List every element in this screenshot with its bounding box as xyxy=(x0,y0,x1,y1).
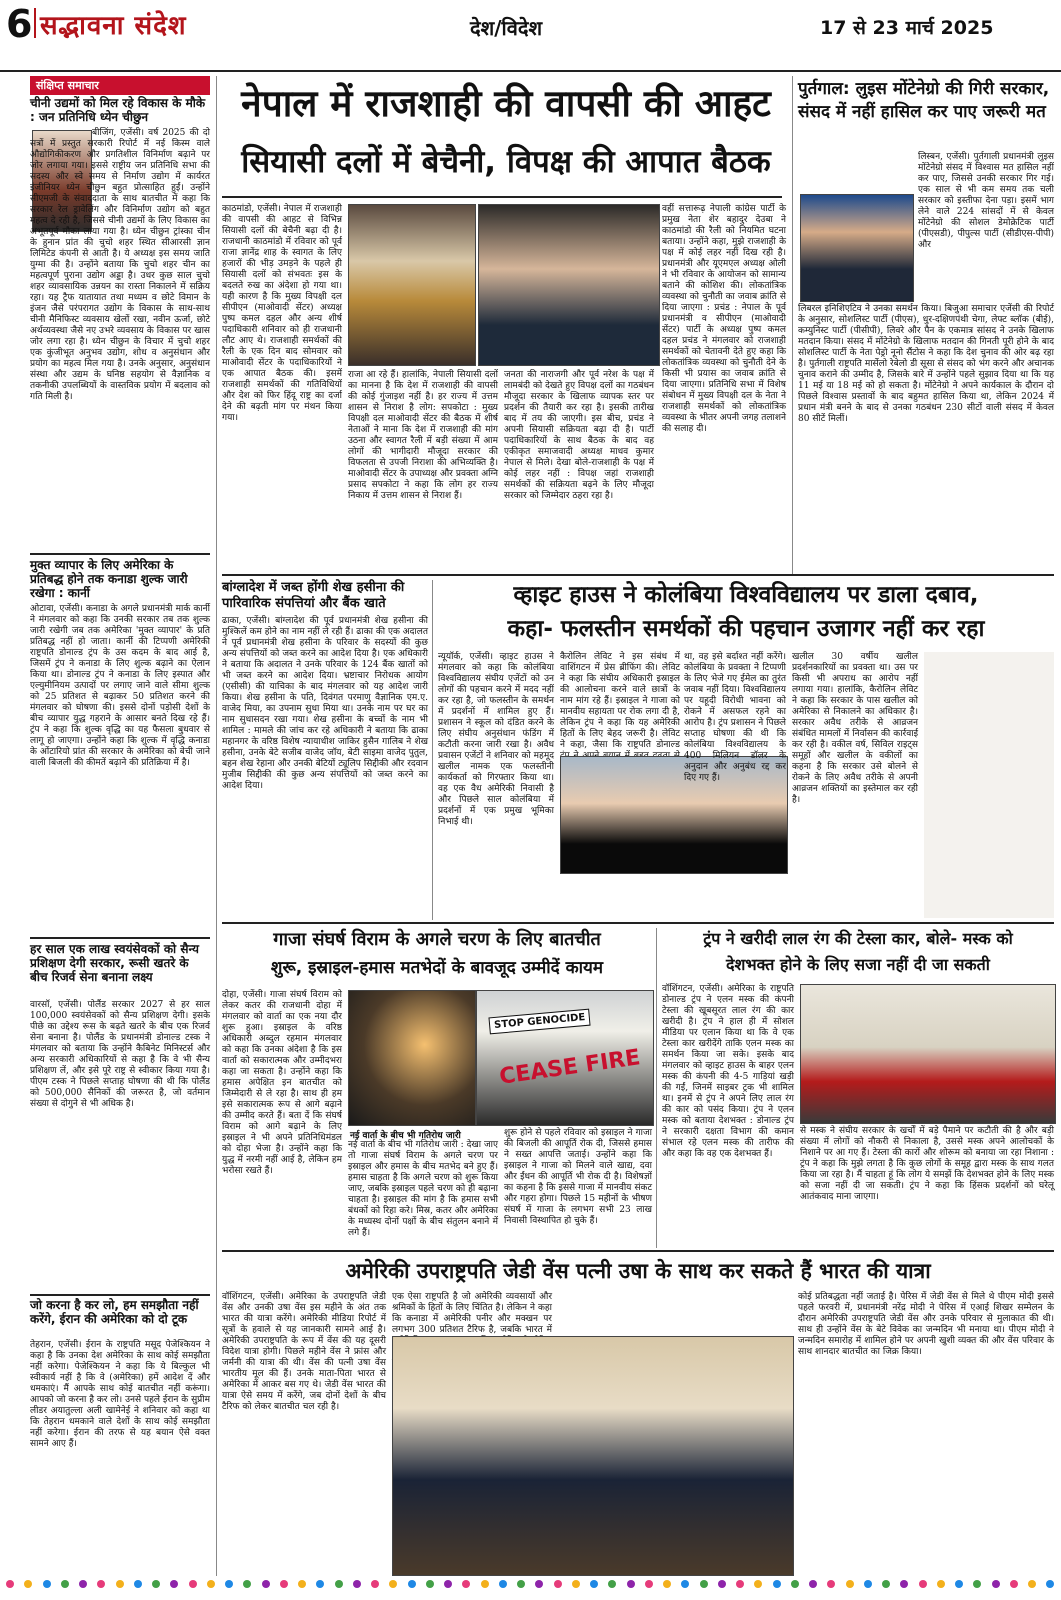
sidebar-story2-headline: मुक्त व्यापार के लिए अमेरिका के प्रतिबद्ध होने तक कनाडा शुल्क जारी रखेगा : कार्नी xyxy=(30,558,188,600)
divider xyxy=(222,922,1054,924)
whitehouse-body-col2: कैरोलिन लेविट ने इस संबंध में वाशिंगटन में प्रेस ब्रीफिंग की। लेविट ने कहा कि संघीय अधिकारी इस्राइल की आलोचना करने वाले छात्रों के नाम मांग रहे हैं। इस्राइल ने गाजा को मानवीय सहायता पर रोक लगा दी है, लेकिन ट्रंप ने कहा कि यह अमेरिकी हितों के लिए बेहद जरूरी है। लेविट ने कहा, जैसा कि राष्ट्रपति डोनाल्ड xyxy=(560,652,680,750)
portugal-photo xyxy=(800,194,914,302)
gaza-body-col2: नई वार्ता के बीच भी गतिरोध जारी : देखा जाए तो गाजा संघर्ष विराम के अगले चरण पर इस्राइल और हमास के बीच मतभेद बने हुए हैं। हमास चाहता है कि अगले चरण को शुरू किया जाए, जबकि इस्राइल पहले चरण को ही बढ़ाना चाहता है। इस्राइल की मांग है कि हमास सभी बंधकों को रिहा करे। मिस्र, कतर और अमेरिका के मध्यस्थ दोनों पक्षों के बीच संतुलन बनाने में लगे हैं। xyxy=(348,1140,498,1238)
page-number: 6 xyxy=(6,2,33,46)
column-rule xyxy=(216,76,217,1576)
nepal-photo-king xyxy=(348,204,476,366)
gaza-photo-night xyxy=(348,990,476,1126)
nepal-body-col1: काठमांडो, एजेंसी। नेपाल में राजशाही की वापसी की आहट से विभिन्न सियासी दलों की बेचैनी बढ़ा दी है। राजधानी काठमांडो में रविवार को पूर्व राजा ज्ञानेंद्र शाह के स्वागत के लिए हजारों की भीड़ उमड़ने के पहले ही सियासी दलों को संभवतः इस के बदलते रुख का अंदेशा हो गया था। यही कारण है कि मुख्य विपक्षी दल सीपीएन (माओवादी सेंटर) अध्यक्ष पुष्प कमल दहल और अन्य शीर्ष पदाधिकारी शनिवार को ही राजधानी लौट आए थे। राजशाही समर्थकों की रैली के एक दिन बाद सोमवार को माओवादी सेंटर के पदाधिकारियों ने एक आपात बैठक की। इसमें राजशाही समर्थकों की गतिविधियों और देश को फिर हिंदू राष्ट्र का दर्जा देने की बढ़ती मांग पर मंथन किया गया। xyxy=(222,204,342,423)
divider xyxy=(222,196,782,198)
sidebar-story3-body: वारसॉ, एजेंसी। पोलैंड सरकार 2027 से हर साल 100,000 स्वयंसेवकों को सैन्य प्रशिक्षण देगी। इसके पीछे का उद्देश्य रूस के बढ़ते खतरे के बीच एक रिजर्व सेना बनाना है। पोलैंड के प्रधानमंत्री डोनाल्ड टस्क ने मंगलवार को बताया कि उन्होंने कैबिनेट मिनिस्टर्स और अन्य सरकारी अधिकारियों से कहा है कि वे भी सैन्य प्रशिक्षण लें, और इसे पूरे राष्ट्र से स्वीकार किया गया है। पीएम टस्क ने पिछले सप्ताह घोषणा की थी कि पोलैंड को 500,000 सैनिकों की जरूरत है, जो वर्तमान संख्या से दोगुने से भी अधिक है। xyxy=(30,1000,210,1109)
gaza-headline-2: शुरू, इस्राइल-हमास मतभेदों के बावजूद उम्मीदें कायम xyxy=(270,958,604,978)
nepal-body-col3: जनता की नाराजगी और पूर्व नरेश के पक्ष में लामबंदी को देखते हुए विपक्ष दलों का गठबंधन मौजूदा सरकार के खिलाफ व्यापक स्तर पर प्रदर्शन की तैयारी कर रहा है। इसकी तारीख बाद में तय की जाएगी। इस बीच, प्रचंड ने अपनी सियासी सक्रियता बढ़ा दी है। पार्टी पदाधिकारियों के साथ बैठक के बाद वह एकीकृत समाजवादी अध्यक्ष माधव कुमार नेपाल से मिले। देखा बोले-राजशाही के पक्ष में कोई लहर नहीं : विपक्ष जहां राजशाही समर्थकों की सक्रियता बढ़ने के लिए मौजूदा सरकार को जिम्मेदार ठहरा रहा है। xyxy=(504,370,654,501)
usa-india-body-col3: कोई प्रतिबद्धता नहीं जताई है। पेरिस में जेडी वेंस से मिले थे पीएम मोदी इससे पहले फरवरी में, प्रधानमंत्री नरेंद्र मोदी ने पेरिस में एआई शिखर सम्मेलन के दौरान अमेरिकी उपराष्ट्रपति जेडी वेंस और उनके परिवार से मुलाकात की थी। साथ ही उन्होंने वेंस के बेटे विवेक का जन्मदिन भी मनाया था। पीएम मोदी ने जन्मदिन समारोह में शामिल होने पर अपनी खुशी व्यक्त की और वेंस परिवार के साथ शानदार बातचीत का जिक्र किया। xyxy=(798,1292,1054,1357)
usa-india-body-col2: एक ऐसा राष्ट्रपति है जो अमेरिकी व्यवसायों और श्रमिकों के हितों के लिए चिंतित है। लेकिन ने कहा कि कनाडा में अमेरिकी पनीर और मक्खन पर लगभग 300 प्रतिशत टैरिफ है, जबकि भारत में xyxy=(392,1292,552,1335)
sidebar-story1-body: बीजिंग, एजेंसी। वर्ष 2025 की दो सत्रों में प्रस्तुत सरकारी रिपोर्ट में नई किस्म वाले औद्योगिकीकरण और प्रगतिशील विनिर्माण बढ़ाने पर जोर लगाया गया। इससे राष्ट्रीय जन प्रतिनिधि सभा की सदस्य और स्वे समय से निर्माण उद्योग में कार्यरत इंजीनियर ध्येन चीछुन बहुत प्रोत्साहित हुईं। उन्होंने सीएमजी के संवाददाता के साथ बातचीत में कहा कि सरकार रेल ड्रावेलिंग और विनिर्माण उद्योग को बहुत महत्व दे रही है, जिससे चीनी उद्यमों के लिए विकास का अभूतपूर्व मौका लाया गया है। ध्येन चीछुन ट्रांस्का चीन के हुनान प्रांत की चुचो शहर स्थित सीआरसी ज्ञान लिमिटेड कंपनी से आती है। ये अध्यक्ष इस समय जाति युग्मा की है। उन्होंने बताया कि चुचो शहर चीन का महत्वपूर्ण पुराना उद्योग अड्डा है। उधर कुछ साल चुचो शहर व्यावसायिक उन्नयन का रास्ता निकालने में सक्रिय रहा। यह ट्रैफ यातायात तथा मध्यम व छोटे विमान के इंजन जैसे परंपरागत उद्योग के विकास के साथ-साथ चीनी मैनिफिस्ट व्यवसाय खेलों रखा, नवीन ऊर्जा, छोटे अर्थव्यवस्था जैसे नए उभरे व्यवसाय के विकास पर खास जोर लगा रहा है। ध्येन चीछुन के विचार में चुचो शहर एक कुंजीभूत अनुभव उद्योग, शोध व अनुसंधान और प्रयोग का महत्व मिल गया है। उनके अनुसार, अनुसंधान संस्था और उद्यम के घनिष्ठ सहयोग से वैज्ञानिक व तकनीकी उपलब्धियों के वास्तविक प्रयोग में बदलाव को गति मिली है। xyxy=(30,128,210,402)
divider xyxy=(30,937,210,939)
usa-india-headline: अमेरिकी उपराष्ट्रपति जेडी वेंस पत्नी उषा के साथ कर सकते हैं भारत की यात्रा xyxy=(345,1259,931,1283)
sidebar-story3-headline: हर साल एक लाख स्वयंसेवकों को सैन्य प्रशिक्षण देगी सरकार, रूसी खतरे के बीच रिजर्व सेना बनाना लक्ष्य xyxy=(30,942,199,984)
issue-date: 17 से 23 मार्च 2025 xyxy=(820,17,994,39)
masthead-divider xyxy=(34,8,36,38)
bangladesh-headline: बांग्लादेश में जब्त होंगी शेख हसीना की पारिवारिक संपत्तियां और बैंक खाते xyxy=(222,580,405,611)
nepal-headline-2: सियासी दलों में बेचैनी, विपक्ष की आपात बैठक xyxy=(241,144,771,180)
nepal-body-col4: वहीं सत्तारूढ़ नेपाली कांग्रेस पार्टी के प्रमुख नेता शेर बहादुर देउबा ने काठमांडो की रैली को नियमित घटना बताया। उन्होंने कहा, मुझे राजशाही के पक्ष में कोई लहर नहीं दिख रही है। प्रधानमंत्री और यूएमएल अध्यक्ष ओली ने भी रविवार के आयोजन को सामान्य बताने की कोशिश की। लोकतांत्रिक व्यवस्था को चुनौती का जवाब क्रांति से दिया जाएगा : प्रचंड : नेपाल के पूर्व प्रधानमंत्री व सीपीएन (माओवादी सेंटर) पार्टी के अध्यक्ष पुष्प कमल दहल प्रचंड ने मंगलवार को राजशाही समर्थकों को चेतावनी देते हुए कहा कि लोकतांत्रिक व्यवस्था को चुनौती देने के किसी भी प्रयास का जवाब क्रांति से दिया जाएगा। प्रतिनिधि सभा में विशेष संबोधन में मुख्य विपक्षी दल के नेता ने राजशाही समर्थकों को लोकतांत्रिक व्यवस्था के भीतर अपनी जगह तलाशने की सलाह दी। xyxy=(662,204,786,434)
sidebar-story2-body: ओटावा, एजेंसी। कनाडा के अगले प्रधानमंत्री मार्क कार्नी ने मंगलवार को कहा कि उनकी सरकार तब तक शुल्क जारी रखेगी जब तक अमेरिका 'मुक्त व्यापार' के प्रति प्रतिबद्ध नहीं हो जाता। कार्नी की टिप्पणी अमेरिकी राष्ट्रपति डोनाल्ड ट्रंप के उस कदम के बाद आई है, जिसमें ट्रंप ने कनाडा के लिए शुल्क बढ़ाने का ऐलान किया था। डोनाल्ड ट्रंप ने कनाडा के लिए इस्पात और एल्युमीनियम उत्पादों पर लगाए जाने वाले सीमा शुल्क को 25 प्रतिशत से बढ़ाकर 50 प्रतिशत करने की मंगलवार को घोषणा की। इससे दोनों पड़ोसी देशों के बीच व्यापार युद्ध गहराने के आसार बनते दिख रहे हैं। ट्रंप ने कहा कि शुल्क वृद्धि का यह फैसला बुधवार से लागू हो जाएगा। उन्होंने कहा कि शुल्क में वृद्धि कनाडा के ओंटारियो प्रांत की सरकार के अमेरिका को बेची जाने वाली बिजली की कीमतें बढ़ाने की प्रतिक्रिया में है। xyxy=(30,604,210,768)
divider xyxy=(222,1250,1054,1252)
portugal-body-1: लिस्बन, एजेंसी। पुर्तगाली प्रधानमंत्री लुइस मोंटेनेग्रो संसद में विश्वास मत हासिल नहीं कर पाए, जिससे उनकी सरकार गिर गई। एक साल से भी कम समय तक चली सरकार को इस्तीफा देना पड़ा। इसमें भाग लेने वाले 224 सांसदों में से केवल मोंटेनेग्रो की सोशल डेमोक्रेटिक पार्टी (पीएसडी), पीपुल्स पार्टी (सीडीएस-पीपी) और xyxy=(918,152,1054,250)
divider xyxy=(30,1294,210,1296)
trump-body-col2: से मस्क ने संघीय सरकार के खर्चों में बड़े पैमाने पर कटौती की है और बड़ी संख्या में लोगों को नौकरी से निकाला है, उससे मस्क अपने आलोचकों के निशाने पर आ गए हैं। टेस्ला की कारों और शोरूम को बनाया जा रहा निशाना : ट्रंप ने कहा कि मुझे लगता है कि कुछ लोगों के समूह द्वारा मस्क के साथ गलत किया जा रहा है। मैं चाहता हूं कि लोग ये समझें कि देशभक्त होने के लिए मस्क को सजा नहीं दी जा सकती। ट्रंप ने कहा कि हिंसक प्रदर्शनों को घरेलू आतंकवाद माना जाएगा। xyxy=(800,1126,1054,1202)
whitehouse-body-col1: न्यूयॉर्क, एजेंसी। व्हाइट हाउस ने मंगलवार को कहा कि कोलंबिया विश्वविद्यालय संघीय एजेंटों को उन लोगों की पहचान करने में मदद नहीं कर रहा है, जो फलस्तीन के समर्थन में प्रदर्शनों में शामिल हुए हैं। प्रशासन ने स्कूल को दंडित करने के लिए संघीय अनुसंधान फंडिंग में कटौती करना जारी रखा है। अवैध प्रवासन एजेंटों ने शनिवार को महमूद खलील नामक एक फलस्तीनी कार्यकर्ता को गिरफ्तार किया था। वह एक वैध अमेरिकी निवासी है और पिछले साल कोलंबिया में प्रदर्शनों में एक प्रमुख भूमिका निभाई थी। xyxy=(438,652,554,827)
column-rule xyxy=(792,76,793,576)
paper-name: सद्भावना संदेश xyxy=(40,11,187,41)
divider xyxy=(222,574,1054,576)
whitehouse-headline-1: व्हाइट हाउस ने कोलंबिया विश्वविद्यालय पर डाला दबाव, xyxy=(513,582,979,608)
usa-india-photo xyxy=(392,1336,794,1576)
sidebar-story4-body: तेहरान, एजेंसी। ईरान के राष्ट्रपति मसूद पेजेश्कियन ने कहा है कि उनका देश अमेरिका के साथ कोई समझौता नहीं करेगा। पेजेश्कियन ने कहा कि ये बिल्कुल भी स्वीकार्य नहीं है कि वे (अमेरिका) हमें आदेश दें और धमकाएं। मैं आपके साथ कोई बातचीत नहीं करूंगा। आपको जो करना है कर लो। उनसे पहले ईरान के सुप्रीम लीडर अयातुल्ला अली खामेनेई ने शनिवार को कहा था कि तेहरान धमकाने वाले देशों के साथ कोई समझौता नहीं करेगा। ईरान की तरफ से यह बयान ऐसे वक्त सामने आए हैं। xyxy=(30,1340,210,1449)
protest-sign-1: STOP GENOCIDE xyxy=(488,1009,591,1035)
portugal-body-2: लिबरल इनिशिएटिव ने उनका समर्थन किया। बिजुआ समाचार एजेंसी की रिपोर्ट के अनुसार, सोशलिस्ट पार्टी (पीएस), धुर-दक्षिणपंथी चेगा, लेफ्ट ब्लॉक (बीई), कम्युनिस्ट पार्टी (पीसीपी), लिवरे और पैन के एकमात्र सांसद ने उनके खिलाफ मतदान किया। संसद में मोंटेनेग्रो के खिलाफ मतदान की गिनती पूरी होने के बाद सोशलिस्ट पार्टी के नेता पेड्रो नूनो सैंटोस ने कहा कि देश चुनाव की ओर बढ़ रहा है। पुर्तगाली राष्ट्रपति मार्सेलो रेबेलो डी सूसा से संसद को भंग करने और अचानक चुनाव कराने की उम्मीद है, जिसके बारे में उन्होंने पहले सुझाव दिया था कि यह 11 मई या 18 मई को हो सकता है। मोंटेनेग्रो ने अपने कार्यकाल के दौरान दो पिछले विश्वास प्रस्तावों के बाद बहुमत हासिल किया था, लेकिन 2024 में प्रधान मंत्री बनने के बाद से उनका गठबंधन 230 सीटों वाली संसद में केवल 80 सीटें मिलीं। xyxy=(798,304,1054,424)
bangladesh-body: ढाका, एजेंसी। बांग्लादेश की पूर्व प्रधानमंत्री शेख हसीना की मुश्किलें कम होने का नाम नहीं ले रही हैं। ढाका की एक अदालत ने पूर्व प्रधानमंत्री शेख हसीना के परिवार के सदस्यों की कुछ अन्य संपत्तियों को जब्त करने का आदेश दिया है। एक अधिकारी ने बताया कि अदालत ने उनके परिवार के 124 बैंक खातों को भी जब्त करने का आदेश दिया। भ्रष्टाचार निरोधक आयोग (एसीसी) की याचिका के बाद मंगलवार को यह आदेश जारी किया। शेख हसीना के पति, दिवंगत परमाणु वैज्ञानिक एम.ए. वाजेद मिया, का उपनाम सुधा मिया था। उनके नाम पर घर का नाम सुधासदन रखा गया। शेख हसीना के बच्चों के नाम भी शामिल : मामले की जांच कर रहे अधिकारी ने बताया कि ढाका महानगर के वरिष्ठ विशेष न्यायाधीश जाकिर हुसैन गालिब ने शेख हसीना, उनके बेटे सजीब वाजेद जॉय, बेटी साइमा वाजेद पुतुल, बहन शेख रेहाना और उनकी बेटियों ट्यूलिप सिद्दीकी और रदवान मुजीब सिद्दीकी की कुछ अन्य संपत्तियों को जब्त करने का आदेश दिया। xyxy=(222,616,428,791)
whitehouse-sidebar-box xyxy=(924,652,1054,918)
gaza-body-col1: दोहा, एजेंसी। गाजा संघर्ष विराम को लेकर कतर की राजधानी दोहा में मंगलवार को वार्ता का एक नया दौर शुरू हुआ। इस्राइल के वरिष्ठ अधिकारी अब्दुल रहमान मंगलवार को कहा कि उनका अंदेशा है कि इस वार्ता को सकारात्मक और उम्मीदभरा कहा जा सकता है। उन्होंने कहा कि हमास अपेक्षित इन बातचीत को जिम्मेदारी से ले रहा है। साथ ही हम इसे सकारात्मक रूप से आगे बढ़ाने की उम्मीद करते हैं। बता दें कि संघर्ष विराम को आगे बढ़ाने के लिए इस्राइल ने भी अपने प्रतिनिधिमंडल को दोहा भेजा है। उन्होंने कहा कि युद्ध में नरमी नहीं आई है, लेकिन हम भरोसा रखते हैं। xyxy=(222,990,342,1176)
whitehouse-photo-press xyxy=(560,756,788,874)
whitehouse-body-col4: खलील 30 वर्षीय खलील प्रदर्शनकारियों का प्रवक्ता था। उस पर किसी भी अपराध का आरोप नहीं लगाया गया। हालांकि, कैरोलिन लेविट ने कहा कि सरकार के पास खलील को अमेरिका से निकालने का अधिकार है। सरकार अवैध तरीके से आव्रजन संबंधित मामलों में निर्वासन की कार्रवाई कर रही है। वकील वर्ष, सिविल राइट्स समूहों और खलील के वकीलों का कहना है कि सरकार उसे बोलने से रोकने के लिए अवैध तरीके से अपनी आव्रजन शक्तियों का इस्तेमाल कर रही है। xyxy=(792,652,918,805)
sidebar-story1-headline: चीनी उद्यमों को मिल रहे विकास के मौके : जन प्रतिनिधि ध्येन चीछुन xyxy=(30,96,206,124)
column-rule xyxy=(656,928,657,1248)
gaza-headline-1: गाजा संघर्ष विराम के अगले चरण के लिए बातचीत xyxy=(273,929,601,950)
gaza-caption: नई वार्ता के बीच भी गतिरोध जारी xyxy=(350,1131,461,1141)
whitehouse-body-col3-top: था, वह इसे बर्दाश्त नहीं करेंगे। कोलंबिया के प्रवक्ता ने टिप्पणी के लिए भेजे गए ईमेल का तुरंत जवाब नहीं दिया। विश्वविद्यालय पर यहूदी विरोधी भावना को रोकने में असफल रहने का आरोप है। ट्रंप प्रशासन ने पिछले सप्ताह घोषणा की थी कि कोलंबिया विश्वविद्यालय के 400 मिलियन डॉलर के अनुदान और अनुबंध रद्द कर दिए गए हैं। xyxy=(684,652,786,783)
footer-dot-strip xyxy=(0,1580,1061,1594)
whitehouse-headline-2: कहा- फलस्तीन समर्थकों की पहचान उजागर नहीं कर रहा xyxy=(507,616,985,642)
nepal-photo-prachanda xyxy=(478,204,660,366)
sidebar-label: संक्षिप्त समाचार xyxy=(30,76,210,95)
gaza-body-col3: शुरू होने से पहले रविवार को इस्राइल ने गाजा की बिजली की आपूर्ति रोक दी, जिससे हमास ने सख्त आपत्ति जताई। उन्होंने कहा कि इस्राइल ने गाजा को मिलने वाले खाद्य, दवा और ईंधन की आपूर्ति भी रोक दी है। विशेषज्ञों का कहना है कि इससे गाजा में मानवीय संकट और गहरा होगा। पिछले 15 महीनों के भीषण संघर्ष में गाजा के लगभग सभी 23 लाख निवासी विस्थापित हो चुके हैं। xyxy=(504,1128,652,1226)
trump-body-col1: वॉशिंगटन, एजेंसी। अमेरिका के राष्ट्रपति डोनाल्ड ट्रंप ने एलन मस्क की कंपनी टेस्ला की खूबसूरत लाल रंग की कार खरीदी है। ट्रंप ने हाल ही में सोशल मीडिया पर एलान किया था कि वे एक टेस्ला कार खरीदेंगे ताकि एलन मस्क का समर्थन किया जा सके। इसके बाद मंगलवार को व्हाइट हाउस के बाहर एलन मस्क की कंपनी की 4-5 गाड़ियां खड़ी की गईं, जिनमें साइबर ट्रक भी शामिल था। इनमें से ट्रंप ने अपने लिए लाल रंग की कार को पसंद किया। ट्रंप ने एलन मस्क को बताया देशभक्त : डोनाल्ड ट्रंप ने सरकारी दक्षता विभाग की कमान संभाल रहे एलन मस्क की तारीफ की और कहा कि वह एक देशभक्त हैं। xyxy=(662,984,794,1159)
protest-sign-2: CEASE FIRE xyxy=(497,1045,642,1090)
section-name: देश/विदेश xyxy=(470,16,543,40)
trump-photo-tesla xyxy=(800,984,1056,1124)
nepal-headline-1: नेपाल में राजशाही की वापसी की आहट xyxy=(241,82,771,125)
trump-headline-2: देशभक्त होने के लिए सजा नहीं दी जा सकती xyxy=(726,955,990,974)
column-rule xyxy=(432,580,433,920)
portugal-headline: पुर्तगाल: लुइस मोंटेनेग्रो की गिरी सरकार, संसद में नहीं हासिल कर पाए जरूरी मत xyxy=(798,79,1050,122)
usa-india-body-col1: वॉशिंगटन, एजेंसी। अमेरिका के उपराष्ट्रपति जेडी वेंस और उनकी उषा वेंस इस महीने के अंत तक भारत की यात्रा करेंगे। अमेरिकी मीडिया रिपोर्ट में सूत्रों के हवाले से यह जानकारी सामने आई है। अमेरिकी उपराष्ट्रपति के रूप में वेंस की यह दूसरी विदेश यात्रा होगी। पिछले महीने वेंस ने फ्रांस और जर्मनी की यात्रा की थी। वेंस की पत्नी उषा वेंस भारतीय मूल की हैं। उनके माता-पिता भारत से अमेरिका में आकर बस गए थे। जेडी वेंस भारत की यात्रा ऐसे समय में करेंगे, जब दोनों देशों के बीच टैरिफ को लेकर बातचीत चल रही है। xyxy=(222,1292,386,1412)
trump-headline-1: ट्रंप ने खरीदी लाल रंग की टेस्ला कार, बोले- मस्क को xyxy=(703,929,1013,948)
divider xyxy=(30,553,210,555)
sidebar-story4-headline: जो करना है कर लो, हम समझौता नहीं करेंगे, ईरान की अमेरिका को दो टूक xyxy=(30,1298,199,1326)
gaza-photo-protest xyxy=(476,990,654,1126)
nepal-body-col2: राजा आ रहे हैं। हालांकि, नेपाली सियासी दलों का मानना है कि देश में राजशाही की वापसी की कोई गुंजाइश नहीं है। हर राज्य में उत्तम शासन से निराश है लोग: सपकोटा : मुख्य विपक्षी दल माओवादी सेंटर की बैठक में शीर्ष नेताओं ने माना कि देश में राजशाही की मांग उठना और स्वागत रैली में बड़ी संख्या में आम लोगों की भागीदारी मौजूदा सरकार की विफलता से उपजी निराशा की अभिव्यक्ति है। माओवादी सेंटर के उपाध्यक्ष और प्रवक्ता अग्नि प्रसाद सपकोटा ने कहा कि लोग हर राज्य निकाय में उत्तम शासन से निराश हैं। xyxy=(348,370,498,501)
